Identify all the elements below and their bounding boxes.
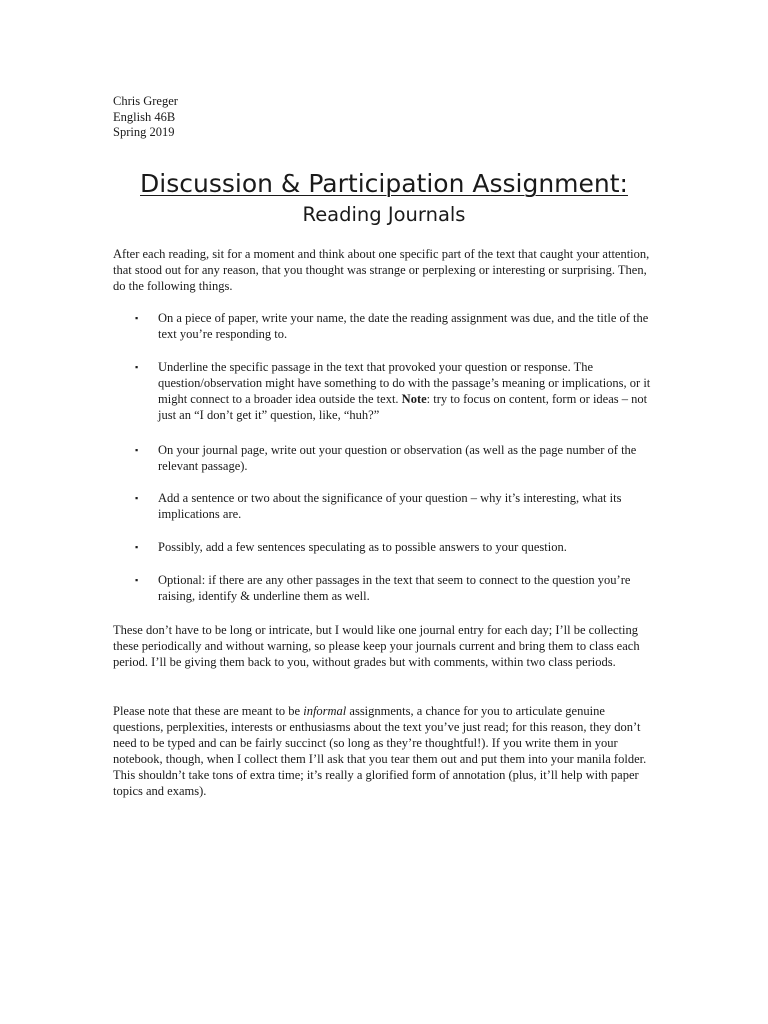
course-name: English 46B — [113, 109, 176, 124]
document-title-text: Discussion & Participation Assignment: — [140, 169, 628, 198]
bullet-text: Optional: if there are any other passages in the text that seem to connect to the question you’re raising, identify & underline them as well. — [158, 573, 631, 603]
document-title — [0, 168, 768, 200]
bullet-marker: ▪ — [135, 575, 139, 585]
paragraph-text-part: Please note that these are meant to be — [113, 704, 304, 718]
bullet-marker: ▪ — [135, 542, 139, 552]
intro-paragraph: After each reading, sit for a moment and think about one specific part of the text that caught your attention, that stood out for any reason, that you thought was strange or perplexing or interesting or surprising. Then, do the following things. — [113, 247, 650, 293]
paragraph-journal-expectations: These don’t have to be long or intricate, but I would like one journal entry for each day; I’ll be collecting these periodically and without warning, so please keep your journals current and bring them to class each period. I’ll be giving them back to you, without grades but with comments, within two class periods. — [113, 623, 640, 669]
author-name: Chris Greger — [113, 94, 178, 108]
bullet-text-part: : try to focus on content, form or ideas – not just an “I don’t get it” question, like, “huh?” — [158, 392, 648, 422]
bullet-marker: ▪ — [135, 362, 139, 372]
informal-emphasis: informal — [303, 704, 347, 718]
bullet-text: Add a sentence or two about the significance of your question – why it’s interesting, what its implications are. — [158, 491, 622, 521]
bullet-text: On your journal page, write out your question or observation (as well as the page number of the relevant passage). — [158, 443, 637, 473]
bullet-text: Possibly, add a few sentences speculating as to possible answers to your question. — [158, 540, 567, 554]
paragraph-text-part: assignments, a chance for you to articulate genuine questions, perplexities, interests or enthusiasms about the text you’ve just read; for this reason, they don’t need to be typed and can be fairly succinct (so long as they’re thoughtful!). If you write them in your notebook, though, when I collect them I’ll ask that you tear them out and put them into your manila folder. This shouldn’t take tons of extra time; it’s really a glorified form of annotation (plus, it’ll help with paper topics and exams). — [113, 704, 647, 798]
term: Spring 2019 — [113, 125, 175, 139]
document-subtitle: Reading Journals — [302, 203, 466, 226]
bullet-text-part: Underline the specific passage in the text that provoked your question or response. The question/observation might have something to do with the passage’s meaning or implications, or it might connect to a broader idea outside the text. — [158, 360, 651, 406]
bullet-marker: ▪ — [135, 445, 139, 455]
author-header — [113, 94, 178, 141]
paragraph-informal-note — [113, 703, 658, 799]
note-label: Note — [401, 392, 427, 406]
bullet-text — [158, 359, 658, 423]
bullet-text: On a piece of paper, write your name, the date the reading assignment was due, and the title of the text you’re responding to. — [158, 311, 649, 341]
bullet-marker: ▪ — [135, 493, 139, 503]
bullet-marker: ▪ — [135, 313, 139, 323]
